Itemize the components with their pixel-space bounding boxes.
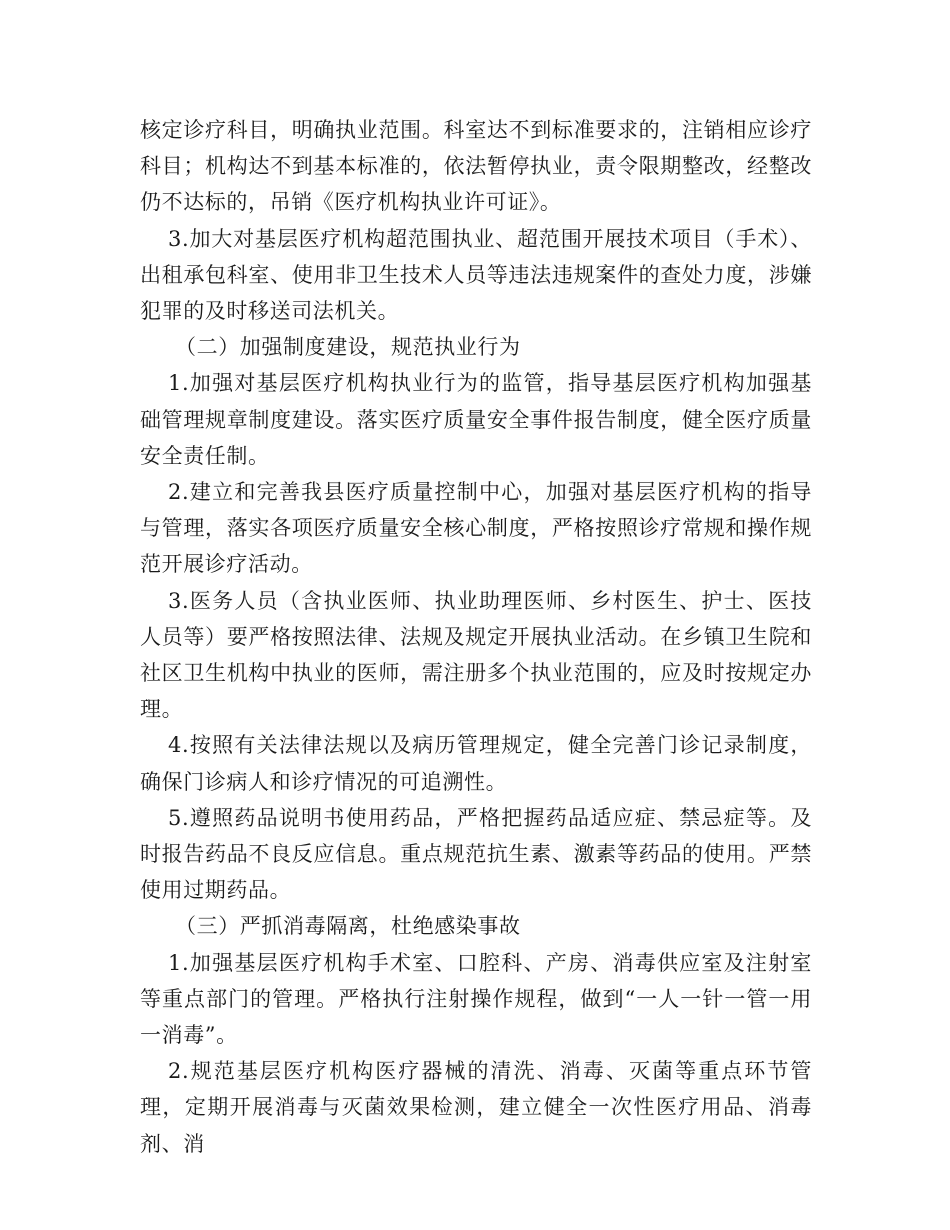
section-heading-2: （二）加强制度建设，规范执业行为 xyxy=(175,335,521,360)
paragraph-item-2-quality-control: 2.建立和完善我县医疗质量控制中心，加强对基层医疗机构的指导与管理，落实各项医疗质量安全核心制度，严格按照诊疗常规和操作规范开展诊疗活动。 xyxy=(140,480,812,577)
section-heading-3: （三）严抓消毒隔离，杜绝感染事故 xyxy=(175,914,521,939)
document-body xyxy=(140,112,812,1162)
paragraph-item-5-drugs: 5.遵照药品说明书使用药品，严格把握药品适应症、禁忌症等。及时报告药品不良反应信息。重点规范抗生素、激素等药品的使用。严禁使用过期药品。 xyxy=(140,805,812,903)
paragraph-item-3-investigation: 3.加大对基层医疗机构超范围执业、超范围开展技术项目（手术）、出租承包科室、使用非卫生技术人员等违法违规案件的查处力度，涉嫌犯罪的及时移送司法机关。 xyxy=(140,226,812,324)
paragraph-item-3-medical-staff: 3.医务人员（含执业医师、执业助理医师、乡村医生、护士、医技人员等）要严格按照法律、法规及规定开展执业活动。在乡镇卫生院和社区卫生机构中执业的医师，需注册多个执业范围的，应及时按规定办理。 xyxy=(140,588,812,722)
paragraph-item-4-records: 4.按照有关法律法规以及病历管理规定，健全完善门诊记录制度，确保门诊病人和诊疗情况的可追溯性。 xyxy=(140,733,812,794)
paragraph-continuation: 核定诊疗科目，明确执业范围。科室达不到标准要求的，注销相应诊疗科目；机构达不到基本标准的，依法暂停执业，责令限期整改，经整改仍不达标的，吊销《医疗机构执业许可证》。 xyxy=(140,118,812,215)
paragraph-item-1-key-departments: 1.加强基层医疗机构手术室、口腔科、产房、消毒供应室及注射室等重点部门的管理。严格执行注射操作规程，做到“一人一针一管一用一消毒”。 xyxy=(140,950,812,1048)
paragraph-item-2-sterilization: 2.规范基层医疗机构医疗器械的清洗、消毒、灭菌等重点环节管理，定期开展消毒与灭菌效果检测，建立健全一次性医疗用品、消毒剂、消 xyxy=(140,1059,812,1156)
paragraph-item-1-supervision: 1.加强对基层医疗机构执业行为的监管，指导基层医疗机构加强基础管理规章制度建设。落实医疗质量安全事件报告制度，健全医疗质量安全责任制。 xyxy=(140,371,812,468)
